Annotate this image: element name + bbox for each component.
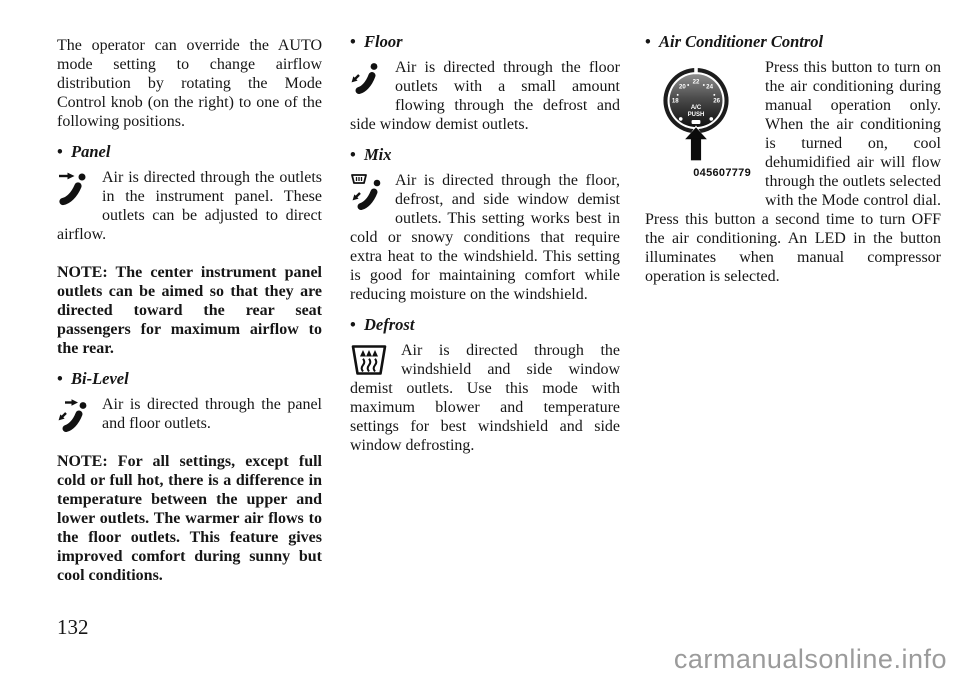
ac-control-heading bbox=[645, 32, 941, 52]
left-column bbox=[57, 30, 322, 585]
middle-column bbox=[350, 30, 620, 455]
note-temperature: NOTE: For all settings, except full cold or full hot, there is a difference in temperature between the upper and lower outlets. The warmer air flows to the floor outlets. This feature gives improved comfort during sunny but cool conditions. bbox=[57, 453, 322, 584]
defrost-description: Air is directed through the windshield and side window demist outlets. Use this mode with maximum blower and temperature settings for best windshield and side window defrosting. bbox=[350, 342, 620, 454]
floor-heading bbox=[350, 32, 620, 52]
floor-heading-label: Floor bbox=[364, 32, 403, 51]
panel-airflow-icon bbox=[57, 170, 89, 207]
ac-control-heading-label: Air Conditioner Control bbox=[659, 32, 824, 51]
dial-number-18: 18 bbox=[671, 97, 679, 105]
mix-heading-label: Mix bbox=[364, 145, 392, 164]
bilevel-heading-label: Bi-Level bbox=[71, 369, 129, 388]
defrost-heading bbox=[350, 315, 620, 335]
panel-heading-label: Panel bbox=[71, 142, 111, 161]
watermark-text: carmanualsonline.info bbox=[673, 644, 947, 674]
bullet-marker: • bbox=[57, 369, 63, 388]
ac-control-section bbox=[645, 58, 941, 286]
page-number: 132 bbox=[57, 615, 89, 639]
figure-caption: 045607779 bbox=[693, 167, 751, 179]
panel-description: Air is directed through the outlets in the instrument panel. These outlets can be adjusted to direct airflow. bbox=[57, 169, 322, 243]
panel-heading bbox=[57, 142, 322, 162]
dial-number-24: 24 bbox=[706, 83, 713, 91]
dial-number-22: 22 bbox=[692, 78, 700, 86]
bullet-marker: • bbox=[350, 315, 356, 334]
dial-label-ac: A/C bbox=[690, 104, 702, 111]
defrost-windshield-icon bbox=[350, 344, 388, 377]
floor-airflow-icon bbox=[350, 60, 382, 97]
dial-number-26: 26 bbox=[713, 97, 721, 105]
bullet-marker: • bbox=[350, 145, 356, 164]
bullet-marker: • bbox=[57, 142, 63, 161]
up-arrow-pointer-icon bbox=[685, 127, 707, 160]
panel-section bbox=[57, 168, 322, 244]
dial-label-push: PUSH bbox=[687, 112, 705, 119]
dial-led-indicator bbox=[692, 120, 701, 124]
mix-description: Air is directed through the floor, defrost, and side window demist outlets. This setting works best in cold or snowy conditions that require extra heat to the windshield. This setting is good for maintaining comfort while reducing moisture on the windshield. bbox=[350, 172, 620, 303]
bullet-marker: • bbox=[350, 32, 356, 51]
floor-description: Air is directed through the floor outlets with a small amount flowing through the defrost and side window demist outlets. bbox=[350, 59, 620, 133]
mix-heading bbox=[350, 145, 620, 165]
floor-section bbox=[350, 58, 620, 134]
bullet-marker: • bbox=[645, 32, 651, 51]
bilevel-airflow-icon bbox=[57, 397, 89, 434]
ac-dial-image bbox=[662, 66, 730, 161]
ac-dial-figure bbox=[645, 58, 751, 198]
bilevel-heading bbox=[57, 369, 322, 389]
right-column bbox=[645, 30, 941, 286]
intro-paragraph: The operator can override the AUTO mode setting to change airflow distribution by rotating the Mode Control knob (on the right) to one of the following positions. bbox=[57, 37, 322, 130]
mix-section bbox=[350, 171, 620, 304]
bilevel-description: Air is directed through the panel and floor outlets. bbox=[102, 396, 322, 432]
mix-airflow-icon bbox=[350, 173, 382, 210]
ac-control-description: Press this button to turn on the air conditioning during manual operation only. When the air conditioning is turned on, cool dehumidified air will flow through the outlets selected with the Mode control dial. Press this button a second time to turn OFF the air conditioning. An LED in the button illuminates when manual compressor operation is selected. bbox=[645, 59, 941, 285]
note-center-outlets: NOTE: The center instrument panel outlets can be aimed so that they are directed toward the rear seat passengers for maximum airflow to the rear. bbox=[57, 264, 322, 357]
defrost-heading-label: Defrost bbox=[364, 315, 415, 334]
defrost-section bbox=[350, 341, 620, 455]
dial-number-20: 20 bbox=[679, 83, 686, 91]
bilevel-section bbox=[57, 395, 322, 433]
